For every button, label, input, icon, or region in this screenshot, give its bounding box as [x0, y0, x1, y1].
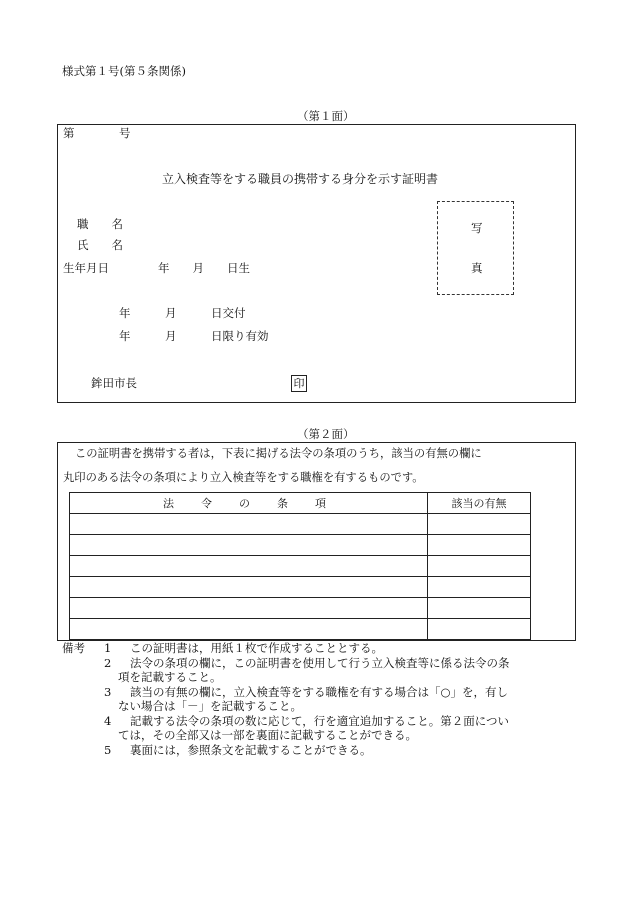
- note-5-line-1: 裏面には，参照条文を記載することができる。: [130, 743, 372, 757]
- number-suffix: 号: [119, 126, 131, 140]
- note-1-line-1: この証明書は，用紙１枚で作成することとする。: [130, 641, 383, 655]
- law-cell: [70, 514, 428, 535]
- number-prefix: 第: [63, 126, 75, 140]
- note-2-line-2: 項を記載すること。: [118, 670, 222, 684]
- law-cell: [70, 556, 428, 577]
- photo-char-1: 写: [471, 221, 483, 235]
- col-applicable-header: 該当の有無: [428, 493, 531, 514]
- table-row: [70, 598, 531, 619]
- note-3-num: 3: [104, 685, 112, 699]
- applicable-cell: [428, 577, 531, 598]
- note-3-line-1: 該当の有無の欄に，立入検査等をする職権を有する場合は「○」を，有し: [130, 685, 509, 699]
- law-cell: [70, 535, 428, 556]
- table-row: [70, 556, 531, 577]
- intro-line-1: この証明書を携帯する者は，下表に掲げる法令の条項のうち，該当の有無の欄に: [75, 447, 482, 460]
- valid-fields: 年 月 日限り有効: [119, 329, 269, 343]
- applicable-cell: [428, 598, 531, 619]
- applicable-cell: [428, 556, 531, 577]
- note-2-line-1: 法令の条項の欄に，この証明書を使用して行う立入検査等に係る法令の条: [130, 656, 510, 670]
- form-label: 様式第１号(第５条関係): [62, 64, 186, 78]
- certificate-title: 立入検査等をする職員の携帯する身分を示す証明書: [162, 172, 439, 186]
- table-row: [70, 619, 531, 640]
- photo-box: [437, 201, 514, 295]
- law-cell: [70, 619, 428, 640]
- applicable-cell: [428, 619, 531, 640]
- side2-label: （第２面）: [297, 427, 355, 441]
- note-4-num: 4: [104, 714, 112, 728]
- applicable-cell: [428, 514, 531, 535]
- note-3-line-2: ない場合は「－」を記載すること。: [118, 699, 302, 713]
- issued-fields: 年 月 日交付: [119, 306, 246, 320]
- notes-heading: 備考: [62, 641, 85, 655]
- name-label: 氏 名: [77, 238, 123, 252]
- note-4-line-2: ては，その全部又は一部を裏面に記載することができる。: [118, 728, 417, 742]
- table-row: [70, 514, 531, 535]
- applicable-cell: [428, 535, 531, 556]
- note-1-num: 1: [104, 641, 112, 655]
- photo-char-2: 真: [471, 261, 483, 275]
- law-table-header: [70, 493, 531, 514]
- birth-fields: 年 月 日生: [158, 261, 250, 275]
- birth-label: 生年月日: [63, 261, 109, 275]
- post-label: 職 名: [77, 217, 123, 231]
- note-4-line-1: 記載する法令の条項の数に応じて，行を適宜追加すること。第２面につい: [130, 714, 510, 728]
- intro-line-2: 丸印のある法令の条項により立入検査等をする職権を有するものです。: [63, 471, 424, 484]
- seal-mark: 印: [291, 375, 307, 392]
- law-cell: [70, 598, 428, 619]
- note-2-num: 2: [104, 656, 112, 670]
- law-cell: [70, 577, 428, 598]
- col-law-header: 法 令 の 条 項: [70, 493, 428, 514]
- law-table: [69, 492, 531, 640]
- note-5-num: 5: [104, 743, 112, 757]
- issuer: 鉾田市長: [91, 376, 137, 390]
- table-row: [70, 535, 531, 556]
- side1-label: （第１面）: [297, 109, 355, 123]
- table-row: [70, 577, 531, 598]
